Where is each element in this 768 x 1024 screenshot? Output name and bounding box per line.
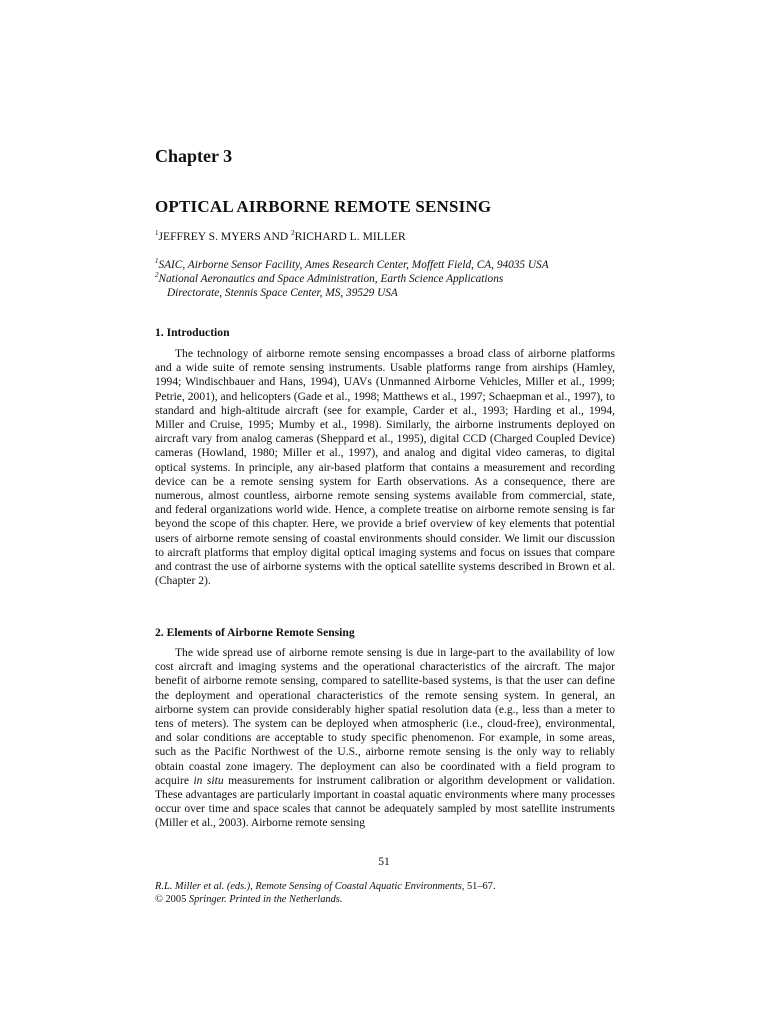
chapter-label: Chapter 3 xyxy=(155,146,233,166)
author-1-superscript: 1 xyxy=(155,229,159,237)
affiliation-2-text: National Aeronautics and Space Administration, Earth Science Applications xyxy=(158,273,504,285)
citation-pages: 51–67. xyxy=(466,881,496,892)
elements-paragraph xyxy=(155,646,615,831)
page-number: 51 xyxy=(378,855,390,868)
affiliation-1-superscript: 1 xyxy=(155,257,159,265)
introduction-paragraph: The technology of airborne remote sensing encompasses a broad class of airborne platforms and a wide suite of remote sensing instruments. Usable platforms range from airships (Hamley, 1994; Windischbauer and Hans, 1994), UAVs (Unmanned Airborne Vehicles, Miller et al., 1999; Petrie, 2001), and helicopters (Gade et al., 1998; Matthews et al., 1997; Schaepman et al., 1997), to standard and high-altitude aircraft (see for example, Carder et al., 1993; Harding et al., 1994, Miller and Cruise, 1995; Mumby et al., 1998). Similarly, the airborne instruments deployed on aircraft vary from analog cameras (Sheppard et al., 1995), digital CCD (Charged Coupled Device) cameras (Howland, 1980; Miller et al., 1997), and analog and digital video cameras, to digital optical systems. In principle, any air-based platform that contains a measurement and recording device can be a remote sensing system for Earth observations. As a consequence, there are numerous, almost countless, airborne remote sensing systems available from commercial, state, and federal organizations world wide. Hence, a complete treatise on airborne remote sensing is far beyond the scope of this chapter. Here, we provide a brief overview of key elements that potential users of airborne remote sensing of coastal environments should consider. We limit our discussion to aircraft platforms that employ digital optical imaging systems and focus on issues that compare and contrast the use of airborne systems with the optical satellite systems described in Brown et al. (Chapter 2). xyxy=(155,348,615,588)
elements-paragraph-italic: in situ xyxy=(193,774,224,787)
citation-footer xyxy=(155,880,496,906)
copyright-publisher: Springer. Printed in the Netherlands. xyxy=(188,894,343,905)
chapter-title: OPTICAL AIRBORNE REMOTE SENSING xyxy=(155,197,492,216)
author-2-name: RICHARD L. MILLER xyxy=(294,230,406,243)
affiliation-1 xyxy=(155,258,549,272)
elements-paragraph-part-1: The wide spread use of airborne remote sensing is due in large-part to the availability of low cost aircraft and imaging systems and the operational characteristics of the aircraft. The major benefit of airborne remote sensing, compared to satellite-based systems, is that the user can define the deployment and operational characteristics of the remote sensing system. In general, an airborne system can provide considerably higher spatial resolution data (e.g., less than a meter to tens of meters). The system can be deployed when atmospheric (i.e., cloud-free), environmental, and solar conditions are acceptable to study specific phenomenon. For example, in some areas, such as the Pacific Northwest of the U.S., airborne remote sensing is the only way to reliably obtain coastal zone imagery. The deployment can also be coordinated with a field program to acquire xyxy=(155,647,615,787)
affiliation-1-text: SAIC, Airborne Sensor Facility, Ames Research Center, Moffett Field, CA, 94035 USA xyxy=(158,259,549,271)
copyright-year: © 2005 xyxy=(155,894,189,905)
author-line xyxy=(155,230,406,243)
elements-paragraph-part-2: measurements for instrument calibration or algorithm development or validation. These advantages are particularly important in coastal aquatic environments where many processes occur over time and space scales that cannot be adequately sampled by most satellite instruments (Miller et al., 2003). Airborne remote sensing xyxy=(155,774,615,830)
author-2-superscript: 2 xyxy=(291,229,295,237)
affiliations xyxy=(155,258,549,300)
section-heading-elements: 2. Elements of Airborne Remote Sensing xyxy=(155,626,355,639)
author-1-name: JEFFREY S. MYERS AND xyxy=(158,230,292,243)
affiliation-2-continuation: Directorate, Stennis Space Center, MS, 39529 USA xyxy=(167,287,398,299)
affiliation-2-superscript: 2 xyxy=(155,271,159,279)
citation-line-1 xyxy=(155,880,496,893)
citation-editors-title: R.L. Miller et al. (eds.), Remote Sensing of Coastal Aquatic Environments, xyxy=(155,881,467,892)
section-heading-introduction: 1. Introduction xyxy=(155,326,230,339)
citation-line-2 xyxy=(155,893,496,906)
affiliation-2 xyxy=(155,272,549,286)
